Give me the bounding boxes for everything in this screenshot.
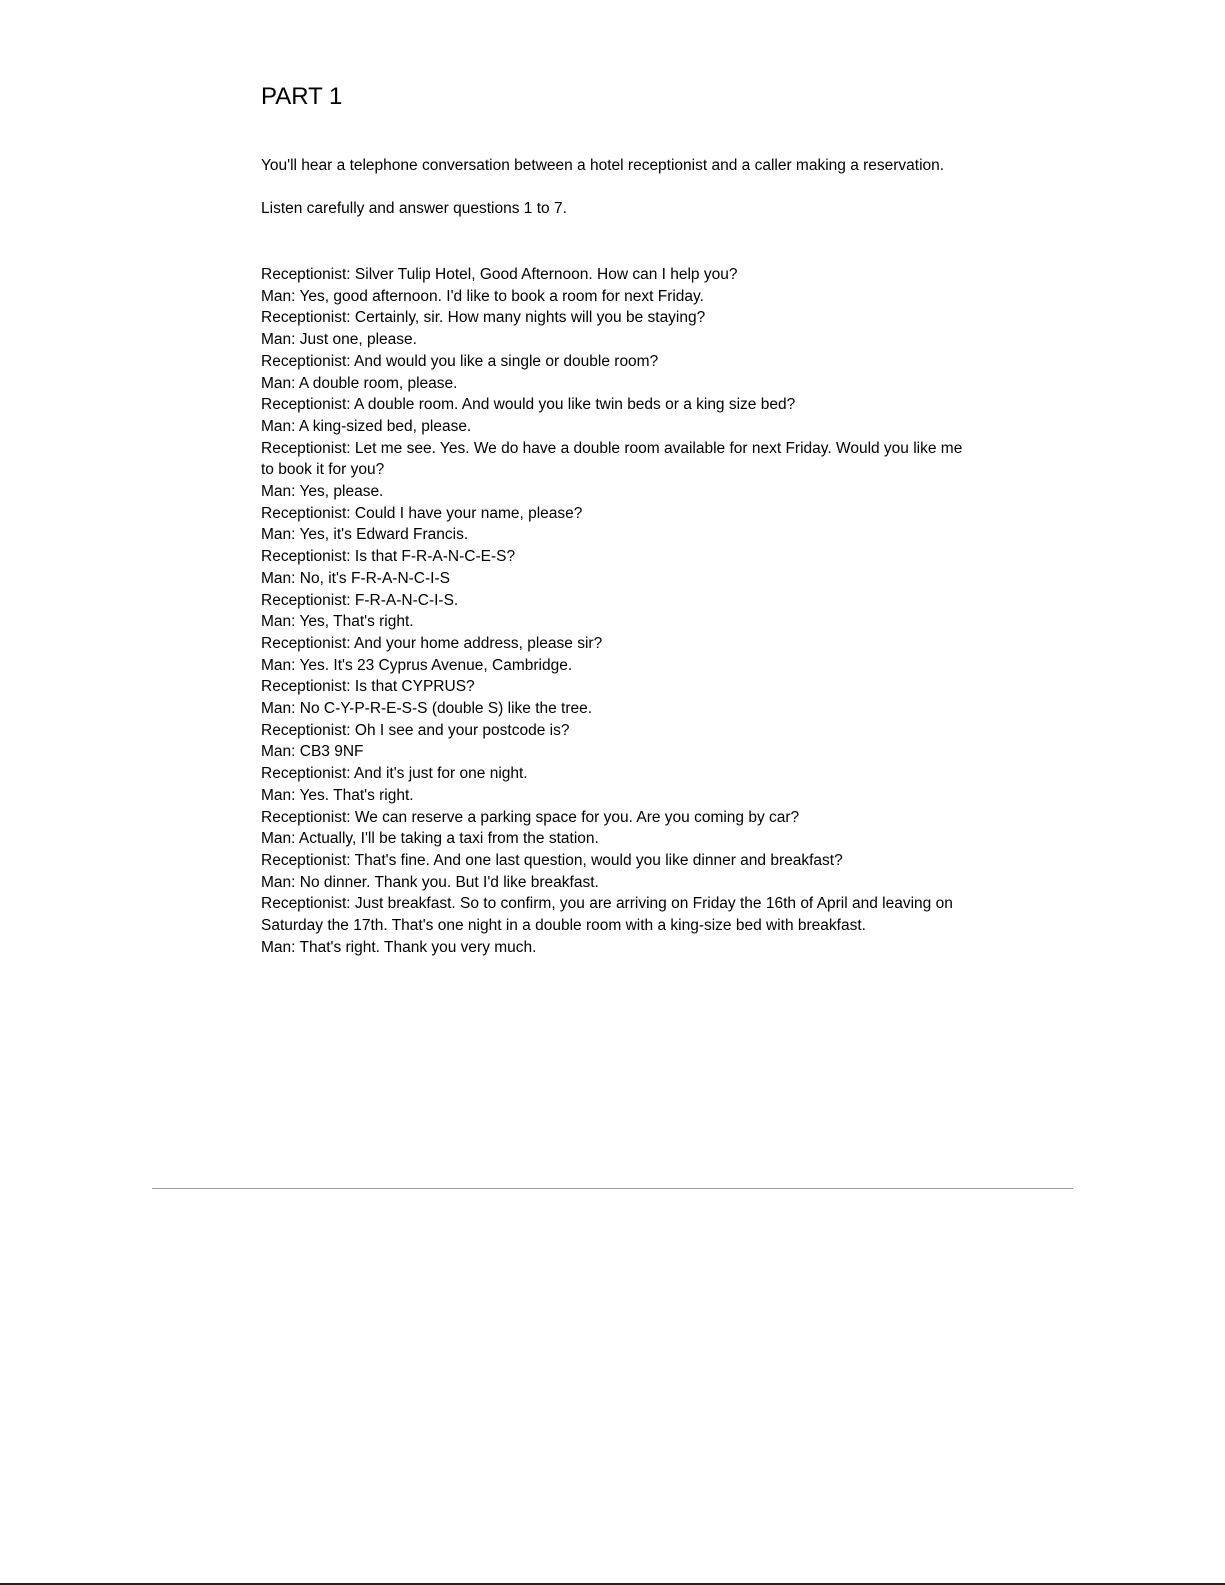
transcript-line: Man: Actually, I'll be taking a taxi from the station. xyxy=(261,830,599,848)
intro-paragraph: You'll hear a telephone conversation between a hotel receptionist and a caller making a reservation. xyxy=(261,157,945,174)
transcript-line: Man: That's right. Thank you very much. xyxy=(261,938,537,956)
transcript-line: Man: Yes. That's right. xyxy=(261,786,414,804)
transcript-line: Man: Yes, good afternoon. I'd like to book a room for next Friday. xyxy=(261,287,704,305)
transcript-line: Receptionist: Let me see. Yes. We do have a double room available for next Friday. Would you like me to book it for you? xyxy=(261,439,963,479)
transcript-line: Receptionist: And it's just for one night. xyxy=(261,765,528,783)
transcript-line: Man: CB3 9NF xyxy=(261,743,364,761)
transcript-line: Receptionist: We can reserve a parking space for you. Are you coming by car? xyxy=(261,808,800,826)
intro-paragraph: Listen carefully and answer questions 1 to 7. xyxy=(261,200,567,218)
transcript-line: Man: A double room, please. xyxy=(261,374,458,392)
transcript-line: Receptionist: A double room. And would you like twin beds or a king size bed? xyxy=(261,396,796,414)
transcript-line: Receptionist: And would you like a single or double room? xyxy=(261,352,659,370)
transcript-line: Man: A king-sized bed, please. xyxy=(261,417,472,435)
transcript-line: Man: Yes, That's right. xyxy=(261,613,414,631)
transcript-line: Receptionist: Certainly, sir. How many nights will you be staying? xyxy=(261,309,706,327)
transcript-line: Man: No, it's F-R-A-N-C-I-S xyxy=(261,569,450,587)
transcript-line: Receptionist: That's fine. And one last question, would you like dinner and breakfast? xyxy=(261,851,843,869)
transcript-line: Man: Yes. It's 23 Cyprus Avenue, Cambridge. xyxy=(261,656,573,674)
transcript-line: Man: Yes, it's Edward Francis. xyxy=(261,526,469,544)
instructions xyxy=(261,155,961,220)
transcript xyxy=(261,264,973,959)
transcript-line: Receptionist: Just breakfast. So to confirm, you are arriving on Friday the 16th of April and leaving on Saturday the 17th. That's one night in a double room with a king-size bed with breakfast. xyxy=(261,895,953,935)
transcript-line: Receptionist: F-R-A-N-C-I-S. xyxy=(261,591,459,609)
page-divider xyxy=(152,1188,1073,1189)
transcript-line: Receptionist: Could I have your name, please? xyxy=(261,504,583,522)
transcript-line: Receptionist: Is that F-R-A-N-C-E-S? xyxy=(261,548,516,566)
transcript-line: Receptionist: And your home address, please sir? xyxy=(261,634,603,652)
transcript-line: Man: No C-Y-P-R-E-S-S (double S) like the tree. xyxy=(261,700,593,718)
transcript-line: Receptionist: Oh I see and your postcode is? xyxy=(261,721,570,739)
transcript-line: Receptionist: Is that CYPRUS? xyxy=(261,678,475,696)
page-title: PART 1 xyxy=(261,83,343,110)
transcript-line: Man: No dinner. Thank you. But I'd like breakfast. xyxy=(261,873,599,891)
transcript-line: Man: Just one, please. xyxy=(261,331,417,349)
transcript-line: Receptionist: Silver Tulip Hotel, Good Afternoon. How can I help you? xyxy=(261,266,738,283)
transcript-line: Man: Yes, please. xyxy=(261,483,384,501)
